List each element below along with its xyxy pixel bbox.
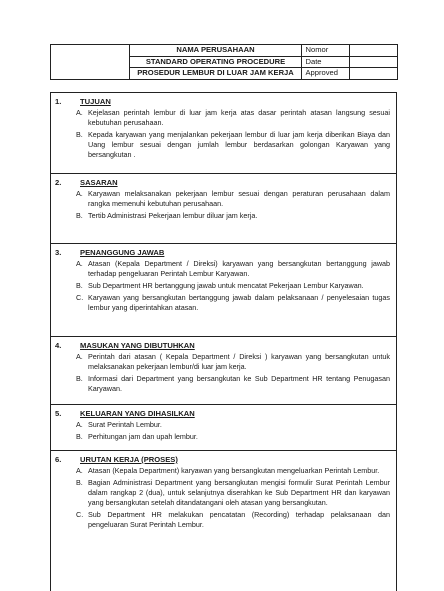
item-text: Tertib Administrasi Pekerjaan lembur diluar jam kerja. (88, 210, 258, 220)
section-title: URUTAN KERJA (PROSES) (80, 455, 178, 464)
sop-title: STANDARD OPERATING PROCEDURE (129, 56, 302, 68)
section-number: 6. (55, 455, 62, 464)
item-letter: A. (76, 189, 83, 198)
section-keluaran (51, 404, 396, 450)
section-title: MASUKAN YANG DIBUTUHKAN (80, 341, 195, 350)
number-label: Nomor (302, 45, 350, 57)
item-letter: B. (76, 210, 83, 220)
item-text: Bagian Administrasi Department yang bersangkutan mengisi formulir Surat Perintah Lembur dalam rangkap 2 (dua), untuk selanjutnya diserahkan ke Sub Department HR dan karyawan yang bersangkutan setelah ditandatangani oleh atasan yang bersangkutan. (88, 477, 390, 508)
section-heading (51, 97, 396, 107)
section-heading (51, 341, 396, 351)
section-tujuan (51, 92, 396, 173)
section-sasaran (51, 173, 396, 243)
list-item (51, 108, 396, 128)
item-letter: B. (76, 477, 83, 487)
section-title: KELUARAN YANG DIHASILKAN (80, 409, 195, 418)
section-penanggung-jawab (51, 243, 396, 336)
list-item (51, 374, 396, 394)
item-text: Sub Department HR bertanggung jawab untuk mencatat Pekerjaan Lembur Karyawan. (88, 280, 364, 290)
list-item (51, 510, 396, 530)
item-letter: C. (76, 292, 84, 302)
list-item (51, 259, 396, 279)
section-number: 3. (55, 248, 62, 257)
date-value (350, 56, 398, 68)
item-text: Karyawan yang bersangkutan bertanggung jawab dalam pelaksanaan / penyelesaian tugas lembur yang diperintahkan atasan. (88, 292, 390, 312)
list-item (51, 478, 396, 509)
section-heading (51, 248, 396, 258)
item-text: Atasan (Kepala Department) karyawan yang bersangkutan mengeluarkan Perintah Lembur. (88, 466, 380, 475)
section-heading (51, 178, 396, 188)
list-item (51, 352, 396, 372)
item-letter: A. (76, 352, 83, 361)
procedure-title: PROSEDUR LEMBUR DI LUAR JAM KERJA (129, 68, 302, 80)
item-letter: B. (76, 280, 83, 290)
sections-container (50, 92, 397, 591)
section-number: 5. (55, 409, 62, 418)
item-letter: A. (76, 259, 83, 268)
item-letter: A. (76, 108, 83, 117)
item-text: Kejelasan perintah lembur di luar jam kerja atas dasar perintah atasan langsung sesuai kebutuhan perusahaan. (88, 108, 390, 128)
list-item (51, 432, 396, 442)
company-name: NAMA PERUSAHAAN (129, 45, 302, 57)
list-item (51, 293, 396, 313)
date-label: Date (302, 56, 350, 68)
list-item (51, 189, 396, 209)
item-letter: C. (76, 509, 84, 519)
section-title: TUJUAN (80, 97, 111, 106)
item-letter: B. (76, 373, 83, 383)
item-text: Informasi dari Department yang bersangkutan ke Sub Department HR tentang Penugasan Karyawan. (88, 373, 390, 394)
item-text: Perhitungan jam dan upah lembur. (88, 431, 198, 441)
section-title: PENANGGUNG JAWAB (80, 248, 165, 257)
logo-cell (51, 45, 130, 80)
section-masukan (51, 336, 396, 404)
section-title: SASARAN (80, 178, 118, 187)
sop-header-table (50, 44, 398, 80)
item-text: Karyawan melaksanakan pekerjaan lembur sesuai dengan peraturan perusahaan dalam rangka memenuhi kebutuhan perusahaan. (88, 189, 390, 209)
section-number: 2. (55, 178, 62, 187)
section-number: 4. (55, 341, 62, 350)
list-item (51, 420, 396, 430)
item-letter: A. (76, 466, 83, 475)
list-item (51, 466, 396, 476)
item-text: Sub Department HR melakukan pencatatan (Recording) terhadap pelaksanaan dan pengeluaran Surat Perintah Lembur. (88, 509, 390, 530)
item-letter: B. (76, 431, 83, 441)
section-heading (51, 455, 396, 465)
section-heading (51, 409, 396, 419)
item-text: Atasan (Kepala Department / Direksi) karyawan yang bersangkutan bertanggung jawab terhadap pengeluaran Perintah Lembur Karyawan. (88, 259, 390, 279)
section-number: 1. (55, 97, 62, 106)
item-letter: B. (76, 129, 83, 139)
approved-label: Approved (302, 68, 350, 80)
item-text: Surat Perintah Lembur. (88, 420, 162, 429)
item-text: Perintah dari atasan ( Kepala Department / Direksi ) karyawan yang bersangkutan untuk melaksanakan pekerjaan lembur/di luar jam kerja. (88, 352, 390, 372)
number-value (350, 45, 398, 57)
item-text: Kepada karyawan yang menjalankan pekerjaan lembur di luar jam kerja diberikan Biaya dan Uang lembur sesuai dengan jumlah lembur berdasarkan golongan Karyawan yang bersangkutan . (88, 129, 390, 160)
section-urutan-kerja (51, 450, 396, 591)
list-item (51, 281, 396, 291)
item-letter: A. (76, 420, 83, 429)
list-item (51, 130, 396, 161)
approved-value (350, 68, 398, 80)
list-item (51, 211, 396, 221)
